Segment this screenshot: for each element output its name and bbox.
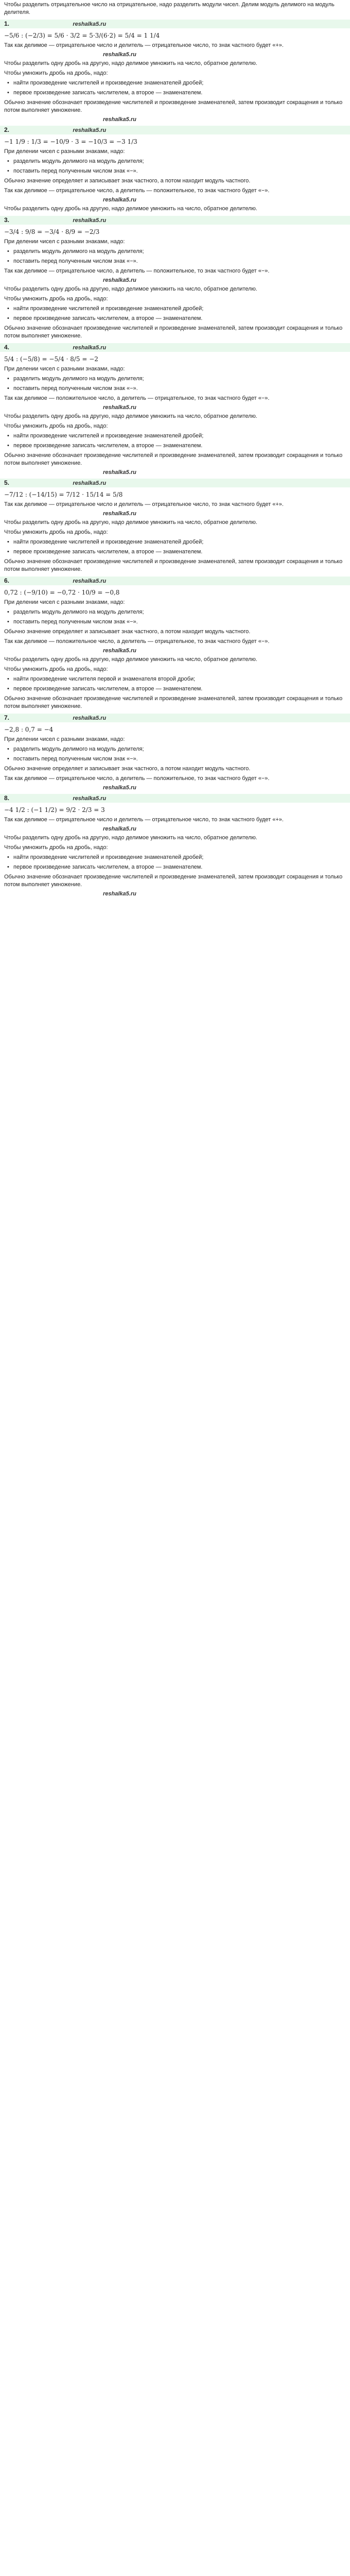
watermark: reshalka5.ru [73,715,107,721]
list-item: • найти произведение числителей и произведение знаменателей дробей; [0,78,350,88]
example-2-heading: 2. reshalka5.ru [0,126,350,134]
list-item: • поставить перед полученным числом знак «−». [0,257,350,266]
rule-text: Обычно значение определяет и записывает знак частного, а потом находит модуль частного. [4,178,251,184]
list-item: • найти произведение числителей и произведение знаменателей дробей; [0,853,350,862]
example-6-heading: 6. reshalka5.ru [0,577,350,585]
watermark: reshalka5.ru [103,404,136,411]
watermark: reshalka5.ru [103,785,136,791]
list-item: • разделить модуль делимого на модуль делителя; [0,607,350,617]
list-item: • первое произведение записать числителем, а второе — знаменателем. [0,684,350,694]
rule-text: При делении чисел с разными знаками, надо: [4,239,125,245]
example-3-heading: 3. reshalka5.ru [0,216,350,225]
rule-text: Обычно значение обозначает произведение числителей и произведение знаменателей, затем производит сокращения и только потом выполняет умножение. [4,558,343,572]
watermark: reshalka5.ru [103,277,136,283]
list-item: • найти произведение числителей и произведение знаменателей дробей; [0,431,350,441]
watermark: reshalka5.ru [103,469,136,476]
rule-text: Чтобы умножить дробь на дробь, надо: [4,529,108,535]
rule-text: Обычно значение обозначает произведение числителей и произведение знаменателей, затем производит сокращения и только потом выполняет умножение. [4,452,343,466]
rule-text: При делении чисел с разными знаками, надо: [4,599,125,605]
watermark: reshalka5.ru [73,578,107,584]
rule-text: Так как делимое — отрицательное число, а делитель — положительное, то знак частного будет «−». [4,188,270,194]
watermark: reshalka5.ru [73,21,107,27]
list-item: • поставить перед полученным числом знак «−». [0,166,350,176]
rule-text: Чтобы умножить дробь на дробь, надо: [4,844,108,851]
rule-text: Обычно значение обозначает произведение числителей и произведение знаменателей, затем производит сокращения и только потом выполняет умножение. [4,325,343,339]
list-item: • разделить модуль делимого на модуль делителя; [0,744,350,754]
rule-text: При делении чисел с разными знаками, надо: [4,736,125,742]
watermark: reshalka5.ru [73,480,107,486]
rule-text: Чтобы разделить одну дробь на другую, надо делимое умножить на число, обратное делителю. [4,835,257,841]
example-2-math: −1 1/9 : 1/3 = −10/9 · 3 = −10/3 = −3 1/3 [4,138,137,145]
list-item: • первое произведение записать числителем, а второе — знаменателем. [0,441,350,451]
rule-text: Обычно значение обозначает произведение числителей и произведение знаменателей, затем производит сокращения и только потом выполняет умножение. [4,99,343,113]
watermark: reshalka5.ru [73,345,107,351]
rule-text: Чтобы умножить дробь на дробь, надо: [4,296,108,302]
list-item: • поставить перед полученным числом знак «−». [0,617,350,627]
rule-text: При делении чисел с разными знаками, надо: [4,366,125,372]
list-item: • разделить модуль делимого на модуль делителя; [0,247,350,257]
rule-text: Обычно значение обозначает произведение числителей и произведение знаменателей, затем производит сокращения и только потом выполняет умножение. [4,696,343,709]
rule-text: Чтобы умножить дробь на дробь, надо: [4,70,108,76]
rule-text: Чтобы разделить одну дробь на другую, надо делимое умножить на число, обратное делителю. [4,286,257,292]
rule-text: Так как делимое — положительное число, а делитель — отрицательное, то знак частного будет «−». [4,395,270,401]
example-3-math: −3/4 : 9/8 = −3/4 · 8/9 = −2/3 [4,228,100,235]
rule-text: Так как делимое — отрицательное число, а делитель — положительное, то знак частного будет «−». [4,775,270,782]
list-item: • первое произведение записать числителем, а второе — знаменателем. [0,547,350,557]
example-8-heading: 8. reshalka5.ru [0,794,350,803]
watermark: reshalka5.ru [73,795,107,802]
example-5-heading: 5. reshalka5.ru [0,479,350,487]
rule-text: Обычно значение определяет и записывает знак частного, а потом находит модуль частного. [4,766,251,772]
rule-text: Обычно значение определяет и записывает знак частного, а потом находит модуль частного. [4,629,251,635]
watermark: reshalka5.ru [103,648,136,654]
intro-text: Чтобы разделить отрицательное число на отрицательное, надо разделить модули чисел. Делим модуль делимого на модуль делителя. [4,2,335,15]
rule-text: Так как делимое — отрицательное число и делитель — отрицательное число, то знак частного будет «+». [4,817,284,823]
rule-text: Так как делимое — положительное число, а делитель — отрицательное, то знак частного будет «−». [4,638,270,645]
watermark: reshalka5.ru [73,127,107,133]
rule-text: Чтобы разделить одну дробь на другую, надо делимое умножить на число, обратное делителю. [4,413,257,419]
example-5-math: −7/12 : (−14/15) = 7/12 · 15/14 = 5/8 [4,491,123,498]
example-1-heading: 1. reshalka5.ru [0,20,350,28]
example-4-math: 5/4 : (−5/8) = −5/4 · 8/5 = −2 [4,355,98,363]
watermark: reshalka5.ru [103,826,136,832]
list-item: • первое произведение записать числителем, а второе — знаменателем. [0,88,350,98]
list-item: • найти произведение числителя первой и знаменателя второй дроби; [0,674,350,684]
rule-text: Чтобы разделить одну дробь на другую, надо делимое умножить на число, обратное делителю. [4,519,257,526]
watermark: reshalka5.ru [103,197,136,203]
rule-text: Чтобы разделить одну дробь на другую, надо делимое умножить на число, обратное делителю. [4,656,257,663]
list-item: • найти произведение числителей и произведение знаменателей дробей; [0,537,350,547]
rule-text: При делении чисел с разными знаками, надо: [4,148,125,155]
list-item: • первое произведение записать числителем, а второе — знаменателем. [0,862,350,872]
rule-text: Обычно значение обозначает произведение числителей и произведение знаменателей, затем производит сокращения и только потом выполняет умножение. [4,874,343,888]
list-item: • поставить перед полученным числом знак «−». [0,754,350,764]
watermark: reshalka5.ru [103,891,136,897]
example-1-math: −5/6 : (−2/3) = 5/6 · 3/2 = 5·3/(6·2) = 5/4 = 1 1/4 [4,32,160,39]
example-8-math: −4 1/2 : (−1 1/2) = 9/2 · 2/3 = 3 [4,806,105,814]
rule-text: Чтобы умножить дробь на дробь, надо: [4,423,108,429]
list-item: • разделить модуль делимого на модуль делителя; [0,157,350,166]
rule-text: Чтобы разделить одну дробь на другую, надо делимое умножить на число, обратное делителю. [4,60,257,66]
rule-text: Чтобы разделить одну дробь на другую, надо делимое умножить на число, обратное делителю. [4,206,257,212]
rule-text: Так как делимое — отрицательное число и делитель — отрицательное число, то знак частного будет «+». [4,501,284,507]
watermark: reshalka5.ru [73,217,107,224]
list-item: • первое произведение записать числителем, а второе — знаменателем. [0,314,350,324]
watermark: reshalka5.ru [103,511,136,517]
example-6-math: 0,72 : (−9/10) = −0,72 · 10/9 = −0,8 [4,589,120,596]
solution-page [0,0,350,898]
list-item: • разделить модуль делимого на модуль делителя; [0,374,350,384]
example-4-heading: 4. reshalka5.ru [0,343,350,352]
list-item: • поставить перед полученным числом знак «−». [0,384,350,394]
rule-text: Так как делимое — отрицательное число и делитель — отрицательное число, то знак частного будет «+». [4,42,284,48]
watermark: reshalka5.ru [103,52,136,58]
rule-text: Чтобы умножить дробь на дробь, надо: [4,666,108,672]
watermark: reshalka5.ru [103,116,136,123]
example-7-math: −2,8 : 0,7 = −4 [4,726,54,733]
example-7-heading: 7. reshalka5.ru [0,714,350,722]
list-item: • найти произведение числителей и произведение знаменателей дробей; [0,304,350,314]
rule-text: Так как делимое — отрицательное число, а делитель — положительное, то знак частного будет «−». [4,268,270,274]
